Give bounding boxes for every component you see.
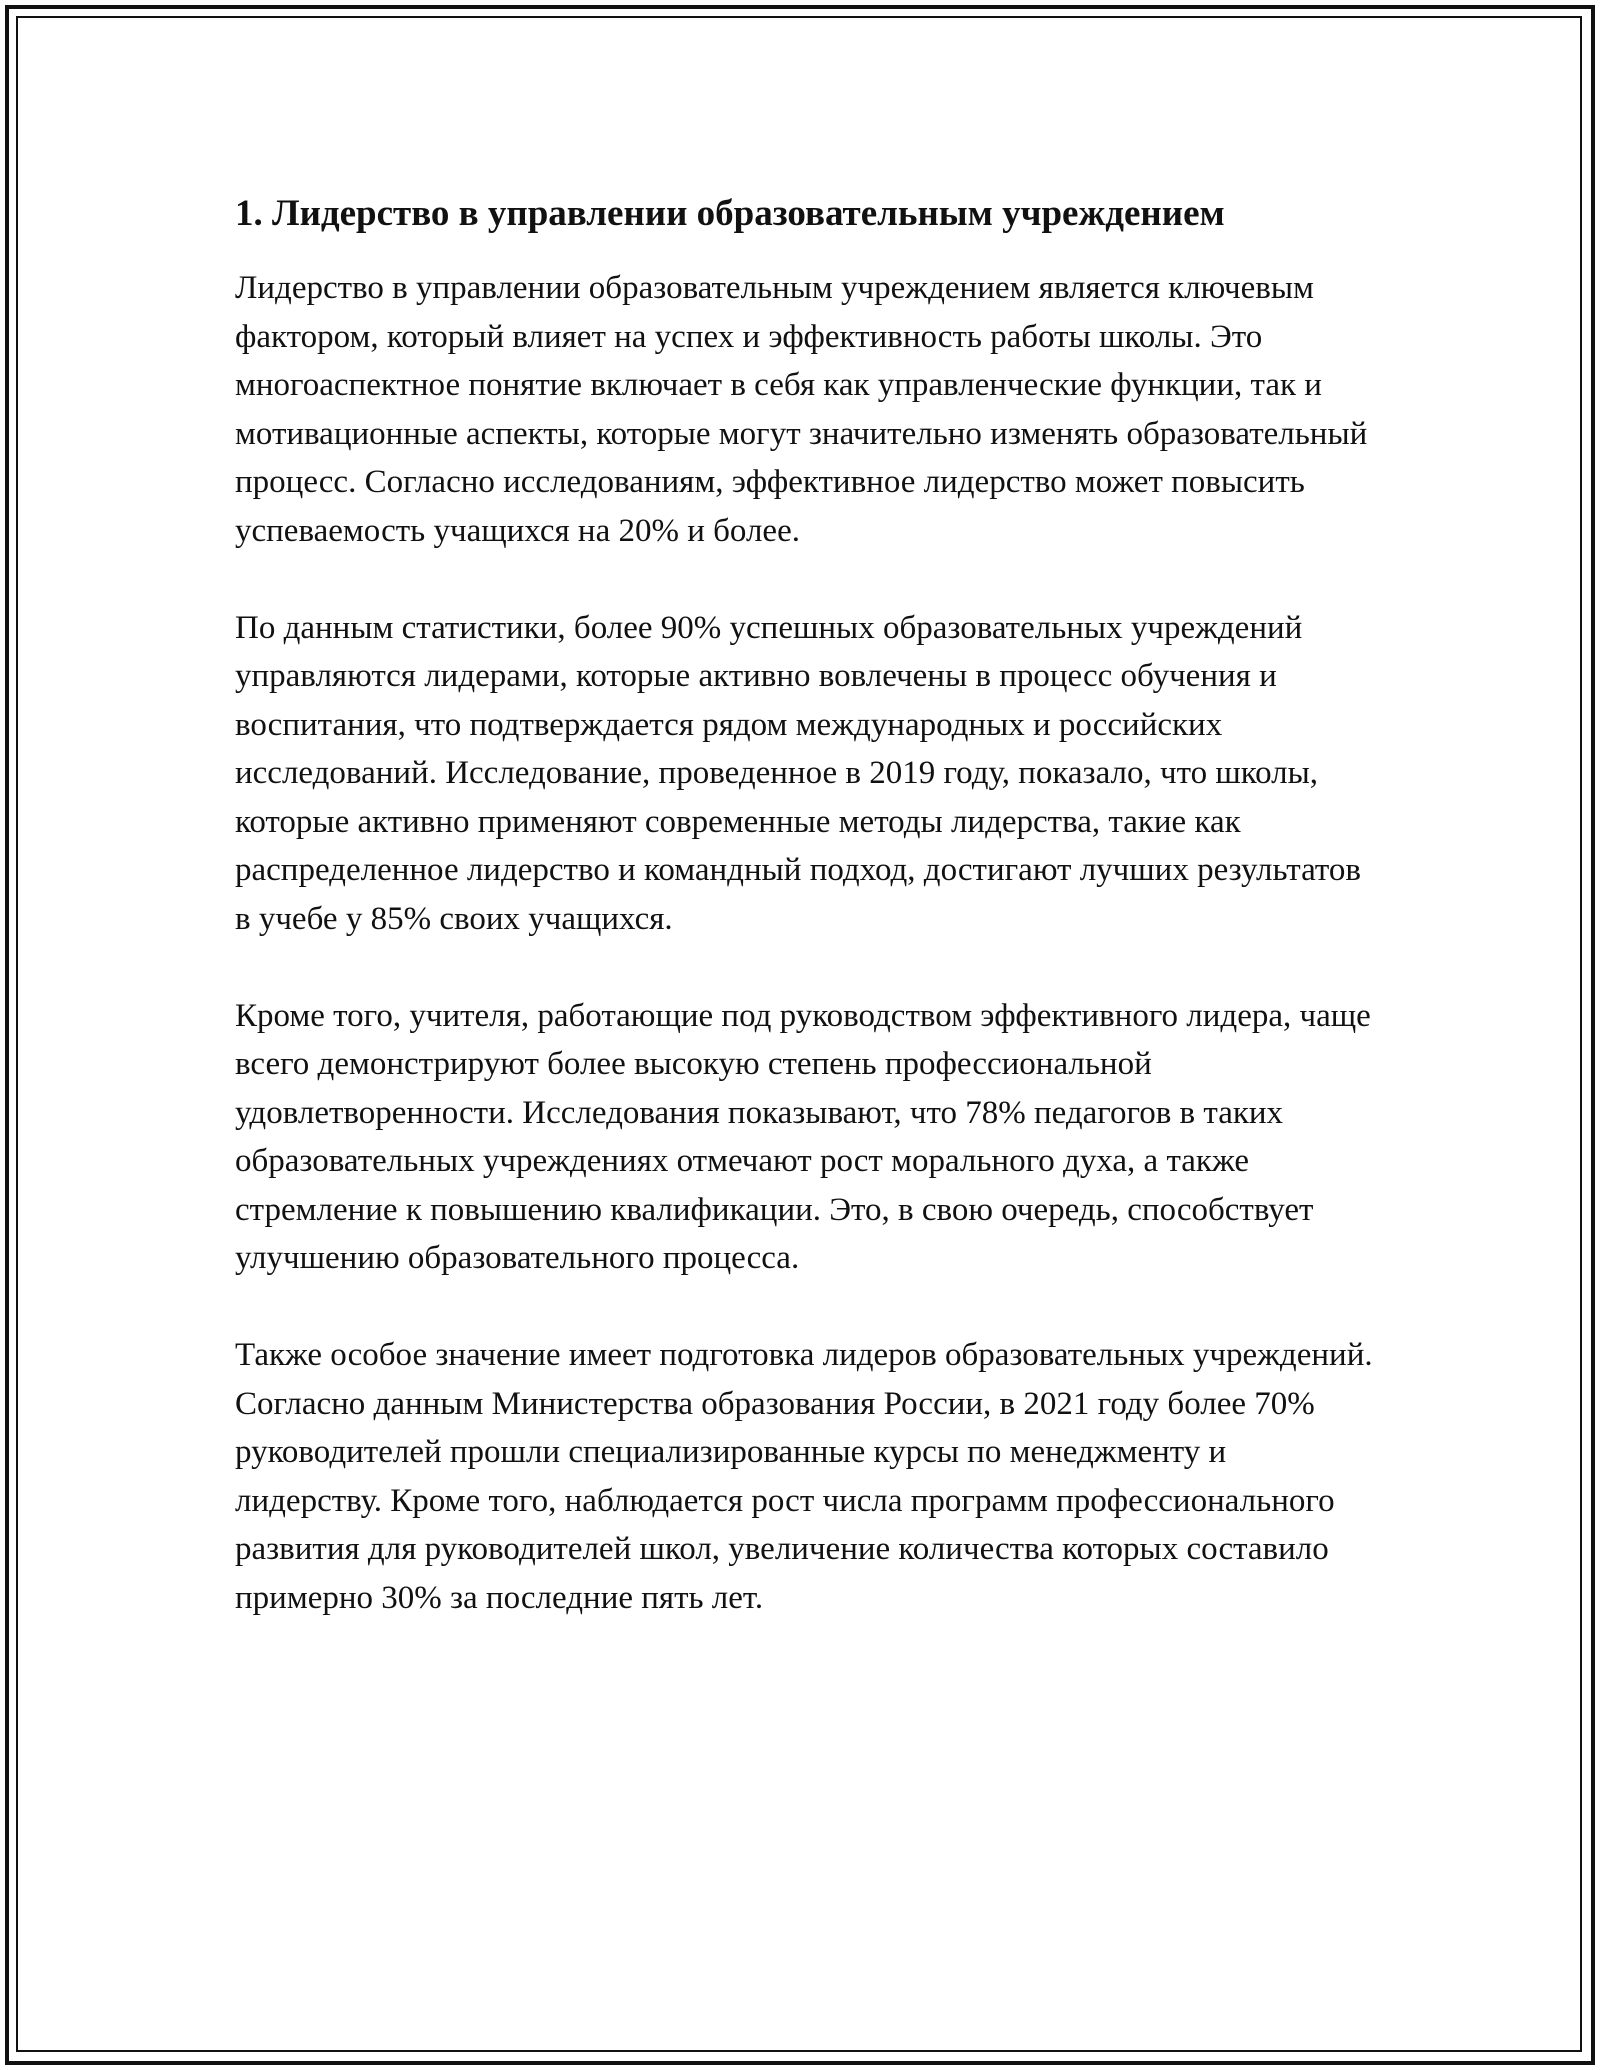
paragraph-3: Кроме того, учителя, работающие под руководством эффективного лидера, чаще всего демонстрируют более высокую степень профессиональной удовлетворенности. Исследования показывают, что 78% педагогов в таких образовательных учреждениях отмечают рост морального духа, а также стремление к повышению квалификации. Это, в свою очередь, способствует улучшению образовательного процесса.: [235, 997, 1371, 1276]
paragraph-1: Лидерство в управлении образовательным учреждением является ключевым фактором, который влияет на успех и эффективность работы школы. Это многоаспектное понятие включает в себя как управленческие функции, так и мотивационные аспекты, которые могут значительно изменять образовательный процесс. Согласно исследованиям, эффективное лидерство может повысить успеваемость учащихся на 20% и более.: [235, 270, 1368, 549]
section-heading: 1. Лидерство в управлении образовательным учреждением: [235, 193, 1225, 234]
document-body: [235, 188, 1375, 1622]
paragraph-4: Также особое значение имеет подготовка лидеров образовательных учреждений. Согласно данным Министерства образования России, в 2021 году более 70% руководителей прошли специализированные курсы по менеджменту и лидерству. Кроме того, наблюдается рост числа программ профессионального развития для руководителей школ, увеличение количества которых составило примерно 30% за последние пять лет.: [235, 1337, 1373, 1616]
paragraph-2: По данным статистики, более 90% успешных образовательных учреждений управляются лидерами, которые активно вовлечены в процесс обучения и воспитания, что подтверждается рядом международных и российских исследований. Исследование, проведенное в 2019 году, показало, что школы, которые активно применяют современные методы лидерства, такие как распределенное лидерство и командный подход, достигают лучших результатов в учебе у 85% своих учащихся.: [235, 609, 1361, 937]
